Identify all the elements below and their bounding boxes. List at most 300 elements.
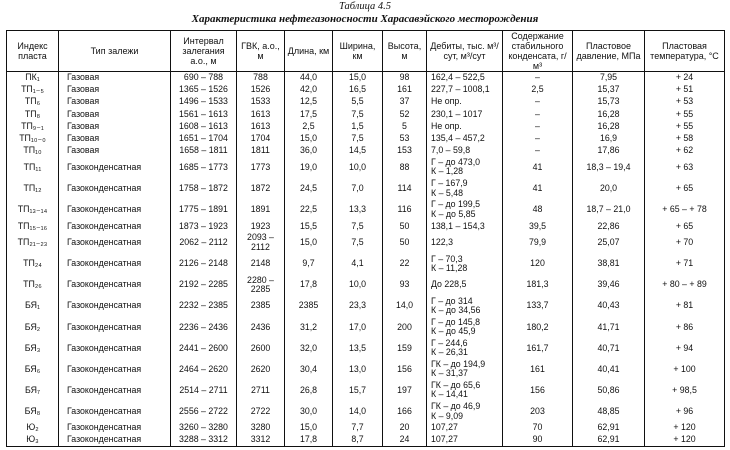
cell-pressure <box>573 178 645 199</box>
cell-pressure <box>573 220 645 232</box>
cell-height-line: 37 <box>399 96 410 107</box>
cell-debit-line: 122,3 <box>431 237 454 248</box>
cell-condensate-line: 41 <box>532 182 543 193</box>
cell-length-line: 12,5 <box>299 96 318 107</box>
table-row <box>7 133 725 145</box>
cell-temperature-line: + 62 <box>675 145 694 156</box>
cell-interval <box>171 253 237 274</box>
cell-height <box>383 359 427 380</box>
cell-gvk-line: 3312 <box>250 434 271 445</box>
cell-debit-line: Г – до 473,0 <box>431 157 481 168</box>
cell-width-line: 1,5 <box>351 120 364 131</box>
table-row <box>7 220 725 232</box>
cell-deposit-type: Газоконденсатная <box>59 380 171 401</box>
cell-gvk <box>237 120 285 132</box>
cell-deposit-type: Газоконденсатная <box>59 275 171 296</box>
col-header: Длина, км <box>285 31 333 72</box>
cell-debit-line: Г – 70,3 <box>431 253 463 264</box>
cell-condensate <box>503 232 573 253</box>
cell-length-line: 2,5 <box>302 120 315 131</box>
cell-debit-line: К – до 34,56 <box>431 305 481 316</box>
cell-pressure <box>573 199 645 220</box>
cell-width-line: 4,1 <box>351 258 364 269</box>
cell-temperature <box>645 133 725 145</box>
cell-width-line: 10,0 <box>348 279 367 290</box>
cell-condensate <box>503 120 573 132</box>
cell-condensate-line: – <box>535 145 540 156</box>
cell-length-line: 22,5 <box>299 203 318 214</box>
cell-height <box>383 296 427 317</box>
cell-pressure-line: 15,73 <box>597 96 620 107</box>
cell-height-line: 53 <box>399 132 410 143</box>
cell-interval <box>171 84 237 96</box>
cell-temperature <box>645 96 725 108</box>
cell-length-line: 32,0 <box>299 342 318 353</box>
cell-deposit-type: Газовая <box>59 145 171 157</box>
cell-condensate <box>503 145 573 157</box>
cell-interval-line: 2441 – 2600 <box>179 342 228 353</box>
cell-interval <box>171 232 237 253</box>
cell-width <box>333 253 383 274</box>
cell-debit <box>427 338 503 359</box>
cell-condensate <box>503 422 573 434</box>
cell-condensate-line: 161,7 <box>526 342 549 353</box>
cell-debit <box>427 401 503 422</box>
cell-gvk <box>237 84 285 96</box>
cell-debit <box>427 422 503 434</box>
cell-length <box>285 232 333 253</box>
cell-debit-line: К – 14,41 <box>431 389 468 400</box>
cell-length-line: 24,5 <box>299 182 318 193</box>
cell-debit <box>427 317 503 338</box>
cell-width <box>333 275 383 296</box>
cell-pressure <box>573 338 645 359</box>
cell-index: ТП₁₀ <box>7 145 59 157</box>
cell-gvk <box>237 317 285 338</box>
cell-gvk <box>237 220 285 232</box>
cell-interval <box>171 96 237 108</box>
cell-temperature-line: + 96 <box>675 405 694 416</box>
table-row <box>7 178 725 199</box>
cell-temperature <box>645 359 725 380</box>
table-number: Таблица 4.5 <box>339 1 391 12</box>
table-row <box>7 157 725 178</box>
cell-interval <box>171 120 237 132</box>
cell-debit-line: К – 5,48 <box>431 187 464 198</box>
cell-length <box>285 253 333 274</box>
cell-width-line: 7,0 <box>351 182 364 193</box>
cell-gvk-line: 2722 <box>250 405 271 416</box>
cell-length <box>285 296 333 317</box>
cell-deposit-type: Газовая <box>59 133 171 145</box>
cell-height <box>383 422 427 434</box>
cell-debit-line: 162,4 – 522,5 <box>431 72 485 83</box>
cell-gvk <box>237 96 285 108</box>
cell-height-line: 156 <box>397 363 412 374</box>
cell-height-line: 159 <box>397 342 412 353</box>
cell-temperature-line: + 100 <box>673 363 696 374</box>
cell-index: ТП₁₋₅ <box>7 84 59 96</box>
cell-width-line: 7,5 <box>351 237 364 248</box>
cell-length <box>285 120 333 132</box>
cell-debit-line: 135,4 – 457,2 <box>431 132 485 143</box>
cell-pressure-line: 18,7 – 21,0 <box>586 203 631 214</box>
cell-pressure-line: 62,91 <box>597 434 620 445</box>
table-row <box>7 120 725 132</box>
cell-condensate-line: 180,2 <box>526 321 549 332</box>
cell-pressure-line: 7,95 <box>599 72 618 83</box>
table-row <box>7 275 725 296</box>
cell-pressure <box>573 317 645 338</box>
cell-interval-line: 1775 – 1891 <box>179 203 228 214</box>
table-title: Характеристика нефтегазоносности Харасавэйского месторождения <box>191 13 539 25</box>
cell-height <box>383 108 427 120</box>
cell-temperature <box>645 145 725 157</box>
cell-length <box>285 275 333 296</box>
cell-index: ТП₂₁₋₂₃ <box>7 232 59 253</box>
cell-height-line: 14,0 <box>395 300 414 311</box>
cell-debit <box>427 232 503 253</box>
cell-deposit-type: Газоконденсатная <box>59 199 171 220</box>
cell-width <box>333 422 383 434</box>
cell-interval-line: 1873 – 1923 <box>179 220 228 231</box>
cell-debit <box>427 220 503 232</box>
cell-width-line: 23,3 <box>348 300 367 311</box>
cell-temperature <box>645 178 725 199</box>
cell-pressure <box>573 380 645 401</box>
cell-interval-line: 690 – 788 <box>183 72 224 83</box>
cell-length-line: 19,0 <box>299 161 318 172</box>
cell-debit <box>427 120 503 132</box>
cell-temperature <box>645 338 725 359</box>
cell-pressure <box>573 120 645 132</box>
cell-length <box>285 108 333 120</box>
cell-debit-line: Г – 167,9 <box>431 178 468 189</box>
cell-condensate-line: 161 <box>530 363 545 374</box>
cell-pressure <box>573 84 645 96</box>
cell-condensate-line: – <box>535 108 540 119</box>
cell-debit-line: ГК – до 65,6 <box>431 380 481 391</box>
cell-debit-line: К – до 45,9 <box>431 326 476 337</box>
cell-length-line: 17,8 <box>299 279 318 290</box>
cell-interval <box>171 157 237 178</box>
cell-condensate <box>503 220 573 232</box>
cell-width-line: 5,5 <box>351 96 364 107</box>
cell-gvk-line: 1891 <box>250 203 271 214</box>
cell-debit <box>427 380 503 401</box>
table-row <box>7 96 725 108</box>
cell-debit-line: К – 31,37 <box>431 368 468 379</box>
cell-height <box>383 220 427 232</box>
cell-condensate-line: 181,3 <box>526 279 549 290</box>
cell-height-line: 88 <box>399 161 410 172</box>
cell-gvk-line: 1613 <box>250 108 271 119</box>
cell-width <box>333 145 383 157</box>
cell-length-line: 15,5 <box>299 220 318 231</box>
cell-temperature-line: + 94 <box>675 342 694 353</box>
cell-height-line: 197 <box>397 384 412 395</box>
table-row <box>7 359 725 380</box>
cell-temperature-line: + 98,5 <box>672 384 697 395</box>
cell-height-line: 161 <box>397 84 412 95</box>
cell-interval-line: 2126 – 2148 <box>179 258 228 269</box>
cell-index: ПК₁ <box>7 72 59 84</box>
table-row <box>7 84 725 96</box>
cell-condensate-line: 156 <box>530 384 545 395</box>
cell-length-line: 44,0 <box>299 72 318 83</box>
cell-width <box>333 108 383 120</box>
cell-index: Ю₂ <box>7 422 59 434</box>
cell-debit <box>427 275 503 296</box>
cell-debit-line: До 228,5 <box>431 279 467 290</box>
cell-pressure-line: 38,81 <box>597 258 620 269</box>
cell-gvk-line: 1613 <box>250 120 271 131</box>
cell-interval <box>171 220 237 232</box>
cell-gvk <box>237 401 285 422</box>
cell-index: ТП₈ <box>7 108 59 120</box>
cell-temperature-line: + 55 <box>675 120 694 131</box>
cell-deposit-type: Газовая <box>59 84 171 96</box>
cell-height <box>383 72 427 84</box>
cell-pressure <box>573 296 645 317</box>
cell-temperature-line: + 24 <box>675 72 694 83</box>
cell-condensate-line: 48 <box>532 203 543 214</box>
cell-pressure-line: 16,9 <box>599 132 618 143</box>
cell-interval-line: 1561 – 1613 <box>179 108 228 119</box>
cell-width-line: 13,5 <box>348 342 367 353</box>
cell-width-line: 7,5 <box>351 132 364 143</box>
cell-debit-line: 138,1 – 154,3 <box>431 220 485 231</box>
cell-condensate-line: 90 <box>532 434 543 445</box>
cell-debit-line: Не опр. <box>431 96 462 107</box>
cell-pressure-line: 20,0 <box>599 182 618 193</box>
cell-width-line: 13,3 <box>348 203 367 214</box>
cell-deposit-type: Газоконденсатная <box>59 359 171 380</box>
cell-length <box>285 434 333 446</box>
cell-condensate <box>503 199 573 220</box>
cell-width-line: 7,5 <box>351 108 364 119</box>
cell-temperature-line: + 53 <box>675 96 694 107</box>
cell-gvk <box>237 275 285 296</box>
cell-length <box>285 178 333 199</box>
cell-length-line: 31,2 <box>299 321 318 332</box>
cell-temperature <box>645 120 725 132</box>
cell-condensate-line: 70 <box>532 422 543 433</box>
cell-interval-line: 1608 – 1613 <box>179 120 228 131</box>
table-row <box>7 72 725 84</box>
cell-temperature <box>645 401 725 422</box>
cell-pressure-line: 25,07 <box>597 237 620 248</box>
cell-height-line: 200 <box>397 321 412 332</box>
cell-height-line: 116 <box>397 203 412 214</box>
cell-height-line: 20 <box>399 422 410 433</box>
col-header: ГВК, а.о., м <box>237 31 285 72</box>
cell-gvk-line: 1923 <box>250 220 271 231</box>
cell-interval <box>171 359 237 380</box>
cell-gvk-line: 788 <box>253 72 268 83</box>
cell-condensate-line: – <box>535 120 540 131</box>
cell-width-line: 14,0 <box>348 405 367 416</box>
cell-width-line: 14,5 <box>348 145 367 156</box>
cell-height-line: 98 <box>399 72 410 83</box>
cell-temperature <box>645 317 725 338</box>
cell-index: ТП₂₆ <box>7 275 59 296</box>
cell-height-line: 153 <box>397 145 412 156</box>
cell-deposit-type: Газовая <box>59 108 171 120</box>
cell-pressure-line: 22,86 <box>597 220 620 231</box>
cell-condensate-line: 120 <box>530 258 545 269</box>
cell-width-line: 15,0 <box>348 72 367 83</box>
cell-gvk-line: 1773 <box>250 161 271 172</box>
cell-length-line: 15,0 <box>299 132 318 143</box>
cell-pressure <box>573 157 645 178</box>
cell-index: БЯ₇ <box>7 380 59 401</box>
cell-pressure <box>573 232 645 253</box>
cell-interval-line: 1685 – 1773 <box>179 161 228 172</box>
cell-gvk-line: 1704 <box>250 132 271 143</box>
cell-length-line: 36,0 <box>299 145 318 156</box>
cell-temperature-line: + 80 – + 89 <box>662 279 707 290</box>
cell-debit <box>427 157 503 178</box>
cell-debit-line: 230,1 – 1017 <box>431 108 483 119</box>
table-row <box>7 253 725 274</box>
cell-pressure <box>573 133 645 145</box>
cell-interval-line: 3260 – 3280 <box>179 422 228 433</box>
cell-length <box>285 72 333 84</box>
cell-debit-line: Г – до 145,8 <box>431 316 481 327</box>
cell-length-line: 26,8 <box>299 384 318 395</box>
cell-interval-line: 2232 – 2385 <box>179 300 228 311</box>
cell-length <box>285 380 333 401</box>
cell-height <box>383 96 427 108</box>
cell-condensate-line: 203 <box>530 405 545 416</box>
cell-deposit-type: Газоконденсатная <box>59 317 171 338</box>
cell-gvk <box>237 253 285 274</box>
cell-gvk-line: 1533 <box>250 96 271 107</box>
cell-debit <box>427 359 503 380</box>
cell-pressure-line: 48,85 <box>597 405 620 416</box>
cell-temperature-line: + 65 – + 78 <box>662 203 707 214</box>
cell-pressure-line: 41,71 <box>597 321 620 332</box>
cell-pressure <box>573 359 645 380</box>
cell-pressure <box>573 275 645 296</box>
cell-height-line: 50 <box>399 220 410 231</box>
cell-interval-line: 2192 – 2285 <box>179 279 228 290</box>
cell-temperature <box>645 199 725 220</box>
cell-condensate <box>503 434 573 446</box>
cell-temperature <box>645 422 725 434</box>
cell-condensate-line: – <box>535 132 540 143</box>
cell-temperature <box>645 253 725 274</box>
cell-condensate-line: 41 <box>532 161 543 172</box>
cell-deposit-type: Газоконденсатная <box>59 178 171 199</box>
cell-index: БЯ₆ <box>7 359 59 380</box>
cell-deposit-type: Газоконденсатная <box>59 401 171 422</box>
cell-width <box>333 401 383 422</box>
cell-gvk-line: 2280 – <box>247 274 274 285</box>
cell-width <box>333 220 383 232</box>
cell-length-line: 15,0 <box>299 237 318 248</box>
cell-width-line: 7,7 <box>351 422 364 433</box>
cell-temperature <box>645 108 725 120</box>
cell-interval <box>171 317 237 338</box>
cell-pressure-line: 50,86 <box>597 384 620 395</box>
cell-gvk-line: 2385 <box>250 300 271 311</box>
cell-temperature-line: + 65 <box>675 182 694 193</box>
cell-gvk <box>237 422 285 434</box>
cell-deposit-type: Газовая <box>59 120 171 132</box>
cell-length-line: 17,8 <box>299 434 318 445</box>
cell-deposit-type: Газоконденсатная <box>59 220 171 232</box>
cell-length <box>285 359 333 380</box>
cell-length <box>285 133 333 145</box>
cell-condensate <box>503 133 573 145</box>
cell-pressure <box>573 434 645 446</box>
cell-height <box>383 84 427 96</box>
table-row <box>7 338 725 359</box>
cell-condensate-line: 133,7 <box>526 300 549 311</box>
cell-gvk <box>237 133 285 145</box>
cell-width-line: 16,5 <box>348 84 367 95</box>
cell-interval <box>171 133 237 145</box>
cell-height <box>383 157 427 178</box>
cell-condensate-line: 2,5 <box>531 84 544 95</box>
cell-height <box>383 338 427 359</box>
cell-temperature <box>645 84 725 96</box>
col-header: Высота, м <box>383 31 427 72</box>
cell-condensate <box>503 108 573 120</box>
cell-pressure <box>573 253 645 274</box>
cell-length <box>285 338 333 359</box>
cell-condensate-line: – <box>535 72 540 83</box>
cell-width-line: 17,0 <box>348 321 367 332</box>
cell-temperature-line: + 81 <box>675 300 694 311</box>
cell-condensate <box>503 338 573 359</box>
cell-width-line: 8,7 <box>351 434 364 445</box>
cell-gvk-line: 3280 <box>250 422 271 433</box>
cell-pressure <box>573 422 645 434</box>
cell-length <box>285 96 333 108</box>
cell-height <box>383 401 427 422</box>
cell-gvk <box>237 199 285 220</box>
cell-deposit-type: Газовая <box>59 72 171 84</box>
table-row <box>7 232 725 253</box>
cell-length <box>285 422 333 434</box>
cell-index: ТП₁₁ <box>7 157 59 178</box>
table-row <box>7 145 725 157</box>
cell-interval-line: 1365 – 1526 <box>179 84 228 95</box>
cell-height <box>383 199 427 220</box>
cell-debit-line: Г – до 199,5 <box>431 199 481 210</box>
table-row <box>7 380 725 401</box>
cell-length-line: 42,0 <box>299 84 318 95</box>
table-row <box>7 401 725 422</box>
cell-gvk <box>237 157 285 178</box>
cell-deposit-type: Газоконденсатная <box>59 157 171 178</box>
cell-gvk-line: 2600 <box>250 342 271 353</box>
cell-condensate <box>503 296 573 317</box>
cell-gvk <box>237 296 285 317</box>
cell-gvk <box>237 380 285 401</box>
cell-width <box>333 380 383 401</box>
cell-debit-line: ГК – до 194,9 <box>431 358 486 369</box>
col-header: Дебиты, тыс. м³/сут, м³/сут <box>427 31 503 72</box>
cell-temperature-line: + 86 <box>675 321 694 332</box>
cell-debit-line: К – 9,09 <box>431 410 464 421</box>
cell-pressure-line: 62,91 <box>597 422 620 433</box>
cell-interval <box>171 422 237 434</box>
cell-debit <box>427 296 503 317</box>
